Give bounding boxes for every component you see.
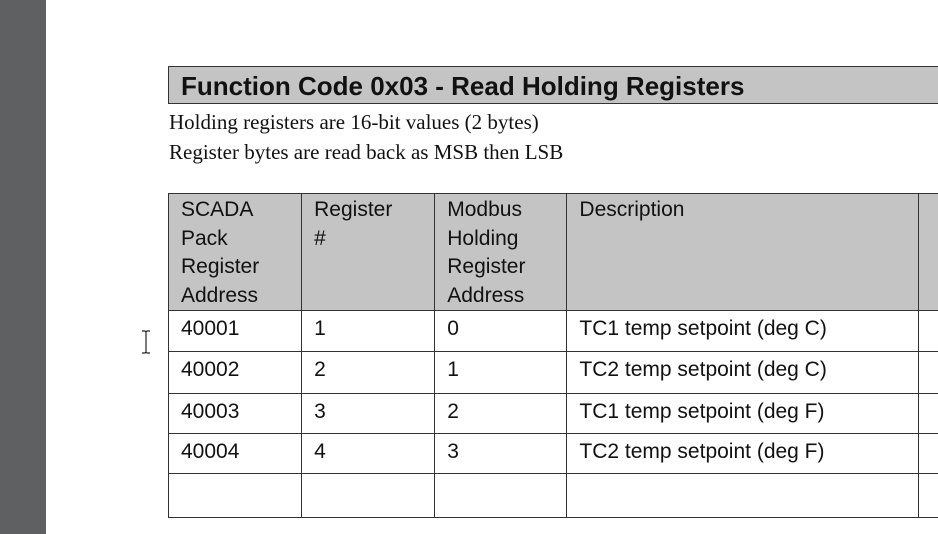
viewer-left-rail xyxy=(0,0,46,534)
table-row xyxy=(169,394,938,434)
cell-description: TC1 temp setpoint (deg C) xyxy=(567,311,918,352)
cell-description: TC1 temp setpoint (deg F) xyxy=(567,394,918,434)
header-modbus-line3: Register xyxy=(447,255,526,278)
cell-overflow xyxy=(918,394,938,434)
intro-line-2: Register bytes are read back as MSB then LSB xyxy=(169,140,564,164)
section-title: Function Code 0x03 - Read Holding Registers xyxy=(181,71,745,101)
header-modbus-line2: Holding xyxy=(447,226,519,250)
cell-overflow xyxy=(918,352,938,394)
header-scada-line3: Register xyxy=(181,255,260,278)
table-row xyxy=(169,474,938,518)
header-description-label: Description xyxy=(579,198,685,221)
header-modbus-line4: Address xyxy=(447,283,525,307)
cell-scada-address: 40004 xyxy=(169,434,302,474)
header-register-number xyxy=(302,194,435,311)
intro-line-1: Holding registers are 16-bit values (2 bytes) xyxy=(169,110,539,134)
cell-overflow xyxy=(918,434,938,474)
cell-description: TC2 temp setpoint (deg C) xyxy=(567,352,918,394)
table-row xyxy=(169,311,938,352)
section-header xyxy=(168,66,938,104)
cell-description: TC2 temp setpoint (deg F) xyxy=(567,434,918,474)
table-header-row xyxy=(169,194,938,311)
cell-scada-address: 40001 xyxy=(169,311,302,352)
header-scada-line4: Address xyxy=(181,283,259,307)
header-reg-line1: Register xyxy=(314,198,393,221)
cell-register-number: 2 xyxy=(302,352,435,394)
cell-scada-address: 40003 xyxy=(169,394,302,434)
table-row xyxy=(169,434,938,474)
cell-description xyxy=(567,474,918,518)
cell-scada-address: 40002 xyxy=(169,352,302,394)
cell-modbus-address: 0 xyxy=(435,311,567,352)
header-description xyxy=(567,194,918,311)
header-reg-line2: # xyxy=(314,226,326,250)
register-table xyxy=(168,193,938,518)
header-scada-line1: SCADA xyxy=(181,198,254,221)
cell-scada-address xyxy=(169,474,302,518)
cell-modbus-address: 1 xyxy=(435,352,567,394)
header-overflow-column xyxy=(918,194,938,311)
header-modbus-line1: Modbus xyxy=(447,198,522,221)
cell-register-number: 1 xyxy=(302,311,435,352)
cell-register-number: 3 xyxy=(302,394,435,434)
header-modbus-address xyxy=(435,194,567,311)
cell-register-number xyxy=(302,474,435,518)
text-cursor-icon xyxy=(140,330,152,354)
document-page xyxy=(46,0,938,534)
header-scada-address xyxy=(169,194,302,311)
cell-modbus-address: 2 xyxy=(435,394,567,434)
header-scada-line2: Pack xyxy=(181,226,228,250)
cell-modbus-address xyxy=(435,474,567,518)
cell-overflow xyxy=(918,311,938,352)
cell-modbus-address: 3 xyxy=(435,434,567,474)
cell-overflow xyxy=(918,474,938,518)
table-row xyxy=(169,352,938,394)
cell-register-number: 4 xyxy=(302,434,435,474)
